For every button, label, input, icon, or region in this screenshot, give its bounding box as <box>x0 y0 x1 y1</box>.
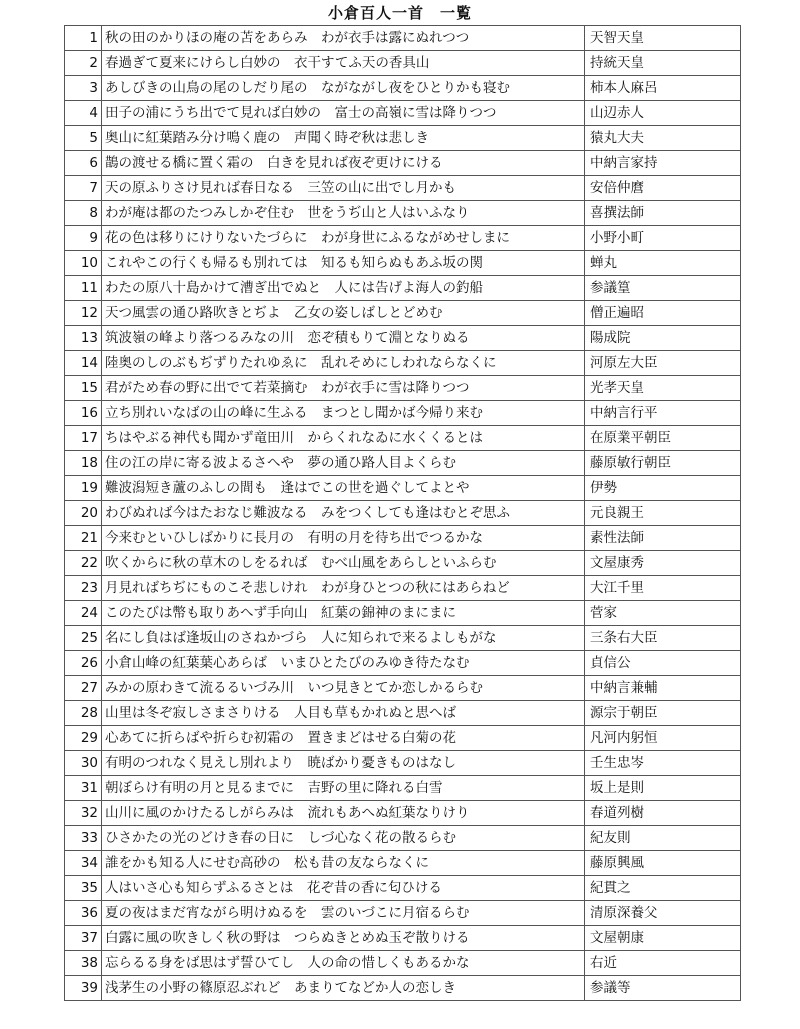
table-row <box>65 276 741 301</box>
poem-text: このたびは幣も取りあへず手向山 紅葉の錦神のまにまに <box>102 601 585 626</box>
poem-author: 中納言家持 <box>585 151 741 176</box>
poem-author: 安倍仲麿 <box>585 176 741 201</box>
poem-number: 3 <box>65 76 102 101</box>
table-row <box>65 426 741 451</box>
poem-author: 春道列樹 <box>585 801 741 826</box>
poem-text: これやこの行くも帰るも別れては 知るも知らぬもあふ坂の関 <box>102 251 585 276</box>
table-row <box>65 151 741 176</box>
poem-text: わびぬれば今はたおなじ難波なる みをつくしても逢はむとぞ思ふ <box>102 501 585 526</box>
poem-author: 持統天皇 <box>585 51 741 76</box>
table-row <box>65 101 741 126</box>
table-row <box>65 351 741 376</box>
poem-author: 天智天皇 <box>585 26 741 51</box>
poem-number: 38 <box>65 951 102 976</box>
poem-text: 天つ風雲の通ひ路吹きとぢよ 乙女の姿しばしとどめむ <box>102 301 585 326</box>
table-row <box>65 751 741 776</box>
poem-author: 小野小町 <box>585 226 741 251</box>
poem-author: 河原左大臣 <box>585 351 741 376</box>
table-row <box>65 226 741 251</box>
poem-number: 18 <box>65 451 102 476</box>
poem-author: 凡河内躬恒 <box>585 726 741 751</box>
poem-author: 菅家 <box>585 601 741 626</box>
poem-number: 14 <box>65 351 102 376</box>
poem-author: 三条右大臣 <box>585 626 741 651</box>
poem-author: 右近 <box>585 951 741 976</box>
poem-number: 35 <box>65 876 102 901</box>
poem-text: 住の江の岸に寄る波よるさへや 夢の通ひ路人目よくらむ <box>102 451 585 476</box>
table-row <box>65 776 741 801</box>
poem-number: 6 <box>65 151 102 176</box>
table-row <box>65 626 741 651</box>
poem-author: 参議篁 <box>585 276 741 301</box>
poem-author: 中納言兼輔 <box>585 676 741 701</box>
table-row <box>65 201 741 226</box>
poem-author: 山辺赤人 <box>585 101 741 126</box>
poem-number: 21 <box>65 526 102 551</box>
table-row <box>65 976 741 1001</box>
table-row <box>65 801 741 826</box>
poem-text: 心あてに折らばや折らむ初霜の 置きまどはせる白菊の花 <box>102 726 585 751</box>
poem-number: 36 <box>65 901 102 926</box>
poem-author: 喜撰法師 <box>585 201 741 226</box>
poem-author: 大江千里 <box>585 576 741 601</box>
poem-table-body <box>65 26 741 1001</box>
poem-number: 9 <box>65 226 102 251</box>
table-row <box>65 701 741 726</box>
poem-number: 1 <box>65 26 102 51</box>
poem-text: 春過ぎて夏来にけらし白妙の 衣干すてふ天の香具山 <box>102 51 585 76</box>
poem-author: 文屋康秀 <box>585 551 741 576</box>
poem-number: 24 <box>65 601 102 626</box>
poem-text: 有明のつれなく見えし別れより 暁ばかり憂きものはなし <box>102 751 585 776</box>
poem-number: 37 <box>65 926 102 951</box>
poem-table <box>64 25 741 1001</box>
poem-number: 29 <box>65 726 102 751</box>
poem-author: 坂上是則 <box>585 776 741 801</box>
table-row <box>65 651 741 676</box>
table-row <box>65 676 741 701</box>
poem-text: 人はいさ心も知らずふるさとは 花ぞ昔の香に匂ひける <box>102 876 585 901</box>
poem-number: 12 <box>65 301 102 326</box>
poem-author: 陽成院 <box>585 326 741 351</box>
poem-text: ちはやぶる神代も聞かず竜田川 からくれなゐに水くくるとは <box>102 426 585 451</box>
poem-text: 誰をかも知る人にせむ高砂の 松も昔の友ならなくに <box>102 851 585 876</box>
table-row <box>65 526 741 551</box>
poem-text: 名にし負はば逢坂山のさねかづら 人に知られで来るよしもがな <box>102 626 585 651</box>
table-row <box>65 551 741 576</box>
poem-number: 2 <box>65 51 102 76</box>
poem-text: 小倉山峰の紅葉葉心あらば いまひとたびのみゆき待たなむ <box>102 651 585 676</box>
poem-author: 清原深養父 <box>585 901 741 926</box>
poem-text: 立ち別れいなばの山の峰に生ふる まつとし聞かば今帰り来む <box>102 401 585 426</box>
poem-author: 紀友則 <box>585 826 741 851</box>
poem-text: 田子の浦にうち出でて見れば白妙の 富士の高嶺に雪は降りつつ <box>102 101 585 126</box>
poem-number: 5 <box>65 126 102 151</box>
poem-number: 27 <box>65 676 102 701</box>
poem-text: 陸奥のしのぶもぢずりたれゆゑに 乱れそめにしわれならなくに <box>102 351 585 376</box>
poem-text: 吹くからに秋の草木のしをるれば むべ山風をあらしといふらむ <box>102 551 585 576</box>
table-row <box>65 876 741 901</box>
poem-text: 浅茅生の小野の篠原忍ぶれど あまりてなどか人の恋しき <box>102 976 585 1001</box>
table-row <box>65 901 741 926</box>
poem-text: 鵲の渡せる橋に置く霜の 白きを見れば夜ぞ更けにける <box>102 151 585 176</box>
poem-text: 今来むといひしばかりに長月の 有明の月を待ち出でつるかな <box>102 526 585 551</box>
poem-number: 20 <box>65 501 102 526</box>
poem-author: 猿丸大夫 <box>585 126 741 151</box>
poem-text: 朝ぼらけ有明の月と見るまでに 吉野の里に降れる白雪 <box>102 776 585 801</box>
poem-author: 素性法師 <box>585 526 741 551</box>
poem-number: 34 <box>65 851 102 876</box>
poem-text: 難波潟短き蘆のふしの間も 逢はでこの世を過ぐしてよとや <box>102 476 585 501</box>
poem-author: 文屋朝康 <box>585 926 741 951</box>
poem-text: わが庵は都のたつみしかぞ住む 世をうぢ山と人はいふなり <box>102 201 585 226</box>
poem-text: あしびきの山鳥の尾のしだり尾の ながながし夜をひとりかも寝む <box>102 76 585 101</box>
table-row <box>65 401 741 426</box>
poem-text: わたの原八十島かけて漕ぎ出でぬと 人には告げよ海人の釣船 <box>102 276 585 301</box>
poem-number: 25 <box>65 626 102 651</box>
poem-author: 参議等 <box>585 976 741 1001</box>
poem-number: 31 <box>65 776 102 801</box>
table-row <box>65 726 741 751</box>
poem-number: 10 <box>65 251 102 276</box>
poem-number: 17 <box>65 426 102 451</box>
table-row <box>65 251 741 276</box>
poem-author: 貞信公 <box>585 651 741 676</box>
poem-number: 11 <box>65 276 102 301</box>
poem-number: 22 <box>65 551 102 576</box>
table-row <box>65 301 741 326</box>
poem-number: 19 <box>65 476 102 501</box>
poem-number: 8 <box>65 201 102 226</box>
table-row <box>65 326 741 351</box>
poem-author: 藤原興風 <box>585 851 741 876</box>
table-row <box>65 176 741 201</box>
table-row <box>65 26 741 51</box>
poem-text: 天の原ふりさけ見れば春日なる 三笠の山に出でし月かも <box>102 176 585 201</box>
poem-text: ひさかたの光のどけき春の日に しづ心なく花の散るらむ <box>102 826 585 851</box>
poem-text: 君がため春の野に出でて若菜摘む わが衣手に雪は降りつつ <box>102 376 585 401</box>
poem-author: 藤原敏行朝臣 <box>585 451 741 476</box>
poem-number: 4 <box>65 101 102 126</box>
page-title: 小倉百人一首 一覧 <box>327 4 472 22</box>
poem-text: 山里は冬ぞ寂しさまさりける 人目も草もかれぬと思へば <box>102 701 585 726</box>
poem-text: 夏の夜はまだ宵ながら明けぬるを 雲のいづこに月宿るらむ <box>102 901 585 926</box>
poem-author: 在原業平朝臣 <box>585 426 741 451</box>
poem-number: 39 <box>65 976 102 1001</box>
poem-text: 筑波嶺の峰より落つるみなの川 恋ぞ積もりて淵となりぬる <box>102 326 585 351</box>
poem-number: 13 <box>65 326 102 351</box>
poem-author: 源宗于朝臣 <box>585 701 741 726</box>
table-row <box>65 576 741 601</box>
poem-number: 23 <box>65 576 102 601</box>
table-row <box>65 126 741 151</box>
poem-author: 壬生忠岑 <box>585 751 741 776</box>
table-row <box>65 451 741 476</box>
poem-author: 柿本人麻呂 <box>585 76 741 101</box>
poem-author: 光孝天皇 <box>585 376 741 401</box>
poem-text: 山川に風のかけたるしがらみは 流れもあへぬ紅葉なりけり <box>102 801 585 826</box>
poem-number: 33 <box>65 826 102 851</box>
poem-text: 奥山に紅葉踏み分け鳴く鹿の 声聞く時ぞ秋は悲しき <box>102 126 585 151</box>
poem-author: 中納言行平 <box>585 401 741 426</box>
poem-author: 元良親王 <box>585 501 741 526</box>
poem-author: 蝉丸 <box>585 251 741 276</box>
table-row <box>65 76 741 101</box>
table-row <box>65 926 741 951</box>
table-row <box>65 51 741 76</box>
poem-author: 伊勢 <box>585 476 741 501</box>
poem-number: 7 <box>65 176 102 201</box>
poem-number: 32 <box>65 801 102 826</box>
table-row <box>65 601 741 626</box>
poem-text: 秋の田のかりほの庵の苫をあらみ わが衣手は露にぬれつつ <box>102 26 585 51</box>
poem-text: 月見ればちぢにものこそ悲しけれ わが身ひとつの秋にはあらねど <box>102 576 585 601</box>
poem-author: 僧正遍昭 <box>585 301 741 326</box>
poem-text: みかの原わきて流るるいづみ川 いつ見きとてか恋しかるらむ <box>102 676 585 701</box>
poem-number: 28 <box>65 701 102 726</box>
poem-text: 花の色は移りにけりないたづらに わが身世にふるながめせしまに <box>102 226 585 251</box>
table-row <box>65 501 741 526</box>
poem-author: 紀貫之 <box>585 876 741 901</box>
poem-number: 30 <box>65 751 102 776</box>
poem-text: 白露に風の吹きしく秋の野は つらぬきとめぬ玉ぞ散りける <box>102 926 585 951</box>
poem-number: 16 <box>65 401 102 426</box>
table-row <box>65 851 741 876</box>
table-row <box>65 951 741 976</box>
poem-number: 15 <box>65 376 102 401</box>
table-row <box>65 376 741 401</box>
table-row <box>65 476 741 501</box>
table-row <box>65 826 741 851</box>
poem-text: 忘らるる身をば思はず誓ひてし 人の命の惜しくもあるかな <box>102 951 585 976</box>
poem-number: 26 <box>65 651 102 676</box>
